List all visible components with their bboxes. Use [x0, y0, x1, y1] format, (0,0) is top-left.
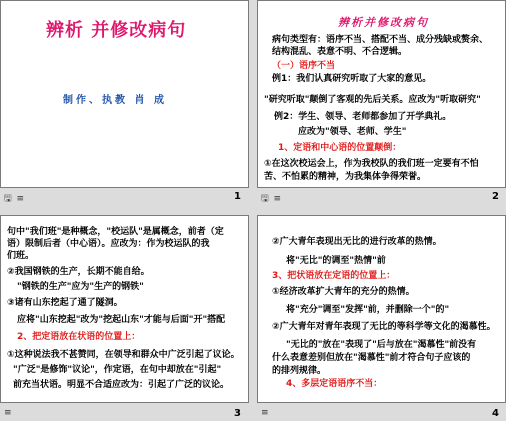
slide-2-line-8: 苦、不怕累的精神，为我集体争得荣誉。: [264, 172, 427, 182]
slide-3-line-8: ①这种说法我不甚赞同，在领导和群众中广泛引起了议论。: [7, 350, 240, 360]
slide-3-line-1: 句中"我们班"是种概念，"校运队"是属概念，前者（定: [7, 227, 224, 237]
slide-4-heading-3: 3、把状语放在定语的位置上：: [272, 271, 396, 281]
slide-2-line-3: 例1：我们认真研究听取了大家的意见。: [272, 74, 432, 84]
slide-2-number: 2: [492, 191, 499, 202]
slide-3-line-2: 语）限制后者（中心语）。应改为：作为校运队的我: [7, 239, 210, 249]
slide-2-heading-1: 1、定语和中心语的位置颠倒：: [278, 143, 402, 153]
slide-4[interactable]: [257, 215, 506, 403]
slide-4-number: 4: [492, 408, 499, 419]
slide-3-line-10: 前充当状语。明显不合适应改为：引起了广泛的议论。: [13, 380, 230, 390]
slide-3-line-6: ③诸有山东挖起了通了隧洞。: [7, 298, 123, 308]
slide-3-footer-icons[interactable]: ≡: [4, 408, 13, 418]
slide-4-heading-4: 4、多层定语语序不当：: [286, 379, 383, 389]
slide-4-line-3: ①经济改革扩大青年的充分的热情。: [272, 287, 415, 297]
slide-4-line-7: 什么表意差别但放在"渴慕性"前才符合句子应该的: [272, 353, 471, 363]
slide-3-line-3: 们班。: [7, 251, 35, 261]
slide-4-line-5: ②广大青年对青年表现了无比的等科学等文化的渴慕性。: [272, 322, 496, 332]
slide-3-line-4: ②我国钢铁的生产，长期不能自给。: [7, 267, 150, 277]
slide-4-line-1: ②广大青年表现出无比的进行改革的热情。: [272, 237, 442, 247]
slide-4-line-8: 的排列规律。: [272, 366, 327, 376]
slide-2-line-4: "研究听取"颠倒了客观的先后关系。应改为"听取研究": [264, 95, 481, 105]
slide-4-footer-icons[interactable]: ≡: [261, 408, 270, 418]
slide-2[interactable]: [257, 0, 506, 188]
slide-2-footer-icons[interactable]: 🖫 ≡: [261, 194, 283, 204]
slide-2-heading-word-order: （一）语序不当: [272, 61, 336, 71]
slide-3-heading-2: 2、把定语放在状语的位置上：: [17, 332, 141, 342]
slide-3-number: 3: [234, 408, 241, 419]
slide-1-title: 辨析 并修改病句: [46, 20, 187, 41]
slide-1-number: 1: [234, 191, 241, 202]
slide-2-line-2: 结构混乱、表意不明、不合逻辑。: [272, 47, 408, 57]
slide-3-line-9: "广泛"是修饰"议论"，作定语，在句中却放在"引起": [13, 365, 222, 375]
slide-1[interactable]: [0, 0, 249, 188]
slide-2-line-6: 应改为"领导、老师、学生": [298, 127, 407, 137]
slide-4-line-2: 将"无比"的调至"热情"前: [286, 256, 386, 266]
slide-2-line-5: 例2：学生、领导、老师都参加了开学典礼。: [274, 112, 452, 122]
slide-3[interactable]: [0, 215, 249, 403]
slide-4-line-6: "无比的"放在"表现了"后与放在"渴慕性"前没有: [286, 340, 477, 350]
slide-4-line-4: 将"充分"调至"发挥"前，并删除一个"的": [286, 305, 450, 315]
slide-3-line-5: "钢铁的生产"应为"生产的钢铁": [17, 282, 144, 292]
slide-2-line-7: ①在这次校运会上，作为我校队的我们班一定要有不怕: [264, 159, 479, 169]
slide-2-title: 辨析并修改病句: [338, 16, 429, 29]
slide-1-author: 制作、执教 肖 成: [63, 95, 167, 106]
slide-2-line-1: 病句类型有：语序不当、搭配不当、成分残缺或赘余、: [272, 35, 489, 45]
slide-3-line-7: 应将"山东挖起"改为"挖起山东"才能与后面"开"搭配: [17, 315, 226, 325]
slide-1-footer-icons[interactable]: 🖫 ≡: [4, 194, 26, 204]
